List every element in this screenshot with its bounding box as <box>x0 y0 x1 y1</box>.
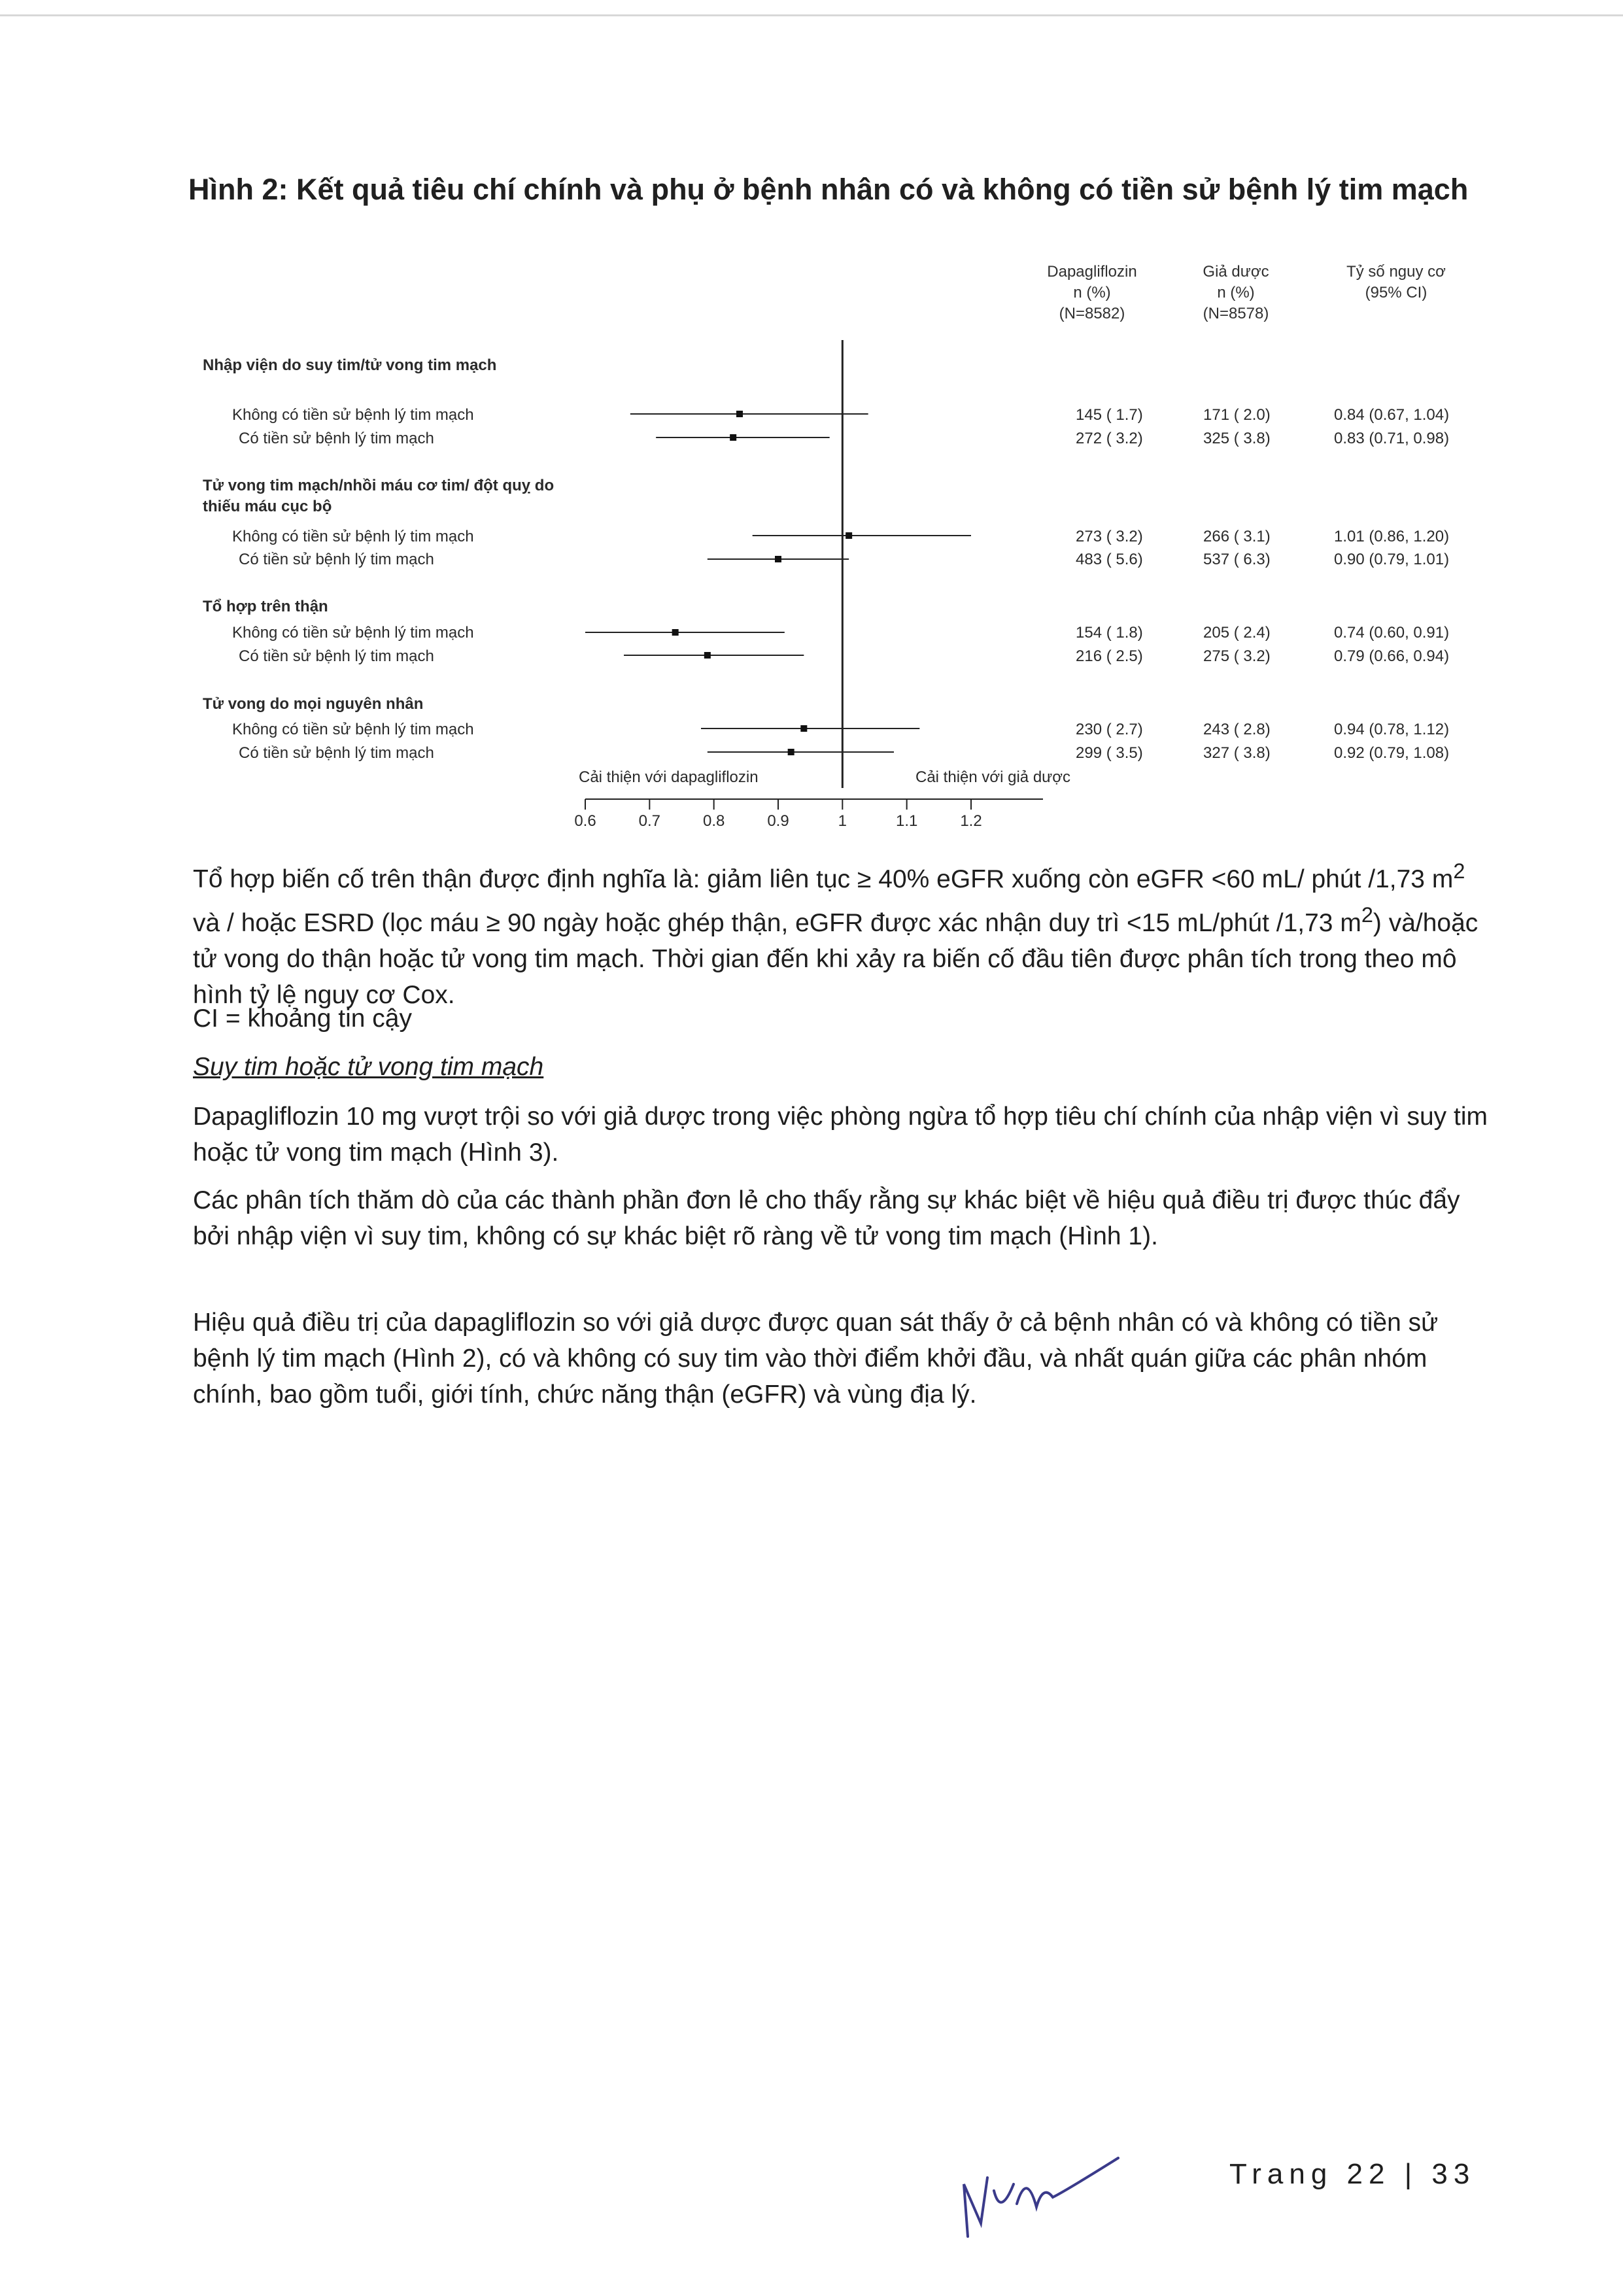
hr-value: 0.84 (0.67, 1.04) <box>1334 406 1450 424</box>
point-estimate <box>800 725 807 732</box>
column-header-hazard-ratio: Tỷ số nguy cơ (95% CI) <box>1346 263 1446 301</box>
forest-plot <box>0 0 1623 850</box>
row-label: Không có tiền sử bệnh lý tim mạch <box>232 721 474 738</box>
x-tick-label: 0.7 <box>638 812 661 830</box>
group-label-renal: Tổ hợp trên thận <box>203 598 328 615</box>
placebo-value: 327 ( 3.8) <box>1203 744 1271 762</box>
x-tick-label: 0.9 <box>767 812 789 830</box>
x-tick-label: 1.1 <box>895 812 918 830</box>
hr-value: 0.92 (0.79, 1.08) <box>1334 744 1450 762</box>
placebo-value: 325 ( 3.8) <box>1203 430 1271 447</box>
hr-value: 1.01 (0.86, 1.20) <box>1334 528 1450 545</box>
hr-value: 0.74 (0.60, 0.91) <box>1334 624 1450 642</box>
favours-dapagliflozin-label: Cải thiện với dapagliflozin <box>579 768 759 786</box>
dapa-value: 273 ( 3.2) <box>1076 528 1143 545</box>
hr-value: 0.83 (0.71, 0.98) <box>1334 430 1450 447</box>
row-label: Không có tiền sử bệnh lý tim mạch <box>232 528 474 545</box>
dapa-value: 230 ( 2.7) <box>1076 721 1143 738</box>
paragraph-consistency: Hiệu quả điều trị của dapagliflozin so với giả dược được quan sát thấy ở cả bệnh nhân có và không có tiền sử bệnh lý tim mạch (Hình 2), có và không có suy tim vào thời điểm khởi đầu, và nhất quán giữa các phân nhóm chính, bao gồm tuổi, giới tính, chức năng thận (eGFR) và vùng địa lý. <box>193 1309 1439 1409</box>
point-estimate <box>730 434 736 441</box>
row-label: Không có tiền sử bệnh lý tim mạch <box>232 406 474 424</box>
hr-value: 0.79 (0.66, 0.94) <box>1334 647 1450 665</box>
group-label-all-cause-death: Tử vong do mọi nguyên nhân <box>203 695 424 713</box>
ci-note: CI = khoảng tin cậy <box>193 1004 412 1033</box>
paragraph-primary-endpoint: Dapagliflozin 10 mg vượt trội so với giả dược trong việc phòng ngừa tổ hợp tiêu chí chính của nhập viện vì suy tim hoặc tử vong tim mạch (Hình 3). <box>193 1103 1488 1167</box>
renal-definition-paragraph: Tổ hợp biến cố trên thận được định nghĩa là: giảm liên tục ≥ 40% eGFR xuống còn eGFR <60 mL/ phút /1,73 $m^2$ và / hoặc ESRD (lọc máu ≥ 90 ngày hoặc ghép thận, eGFR được xác nhận duy trì <15 mL/phút /1,73 $m^2$) và/hoặc tử vong do thận hoặc tử vong tim mạch. Thời gian đến khi xảy ra biến cố đầu tiên được phân tích trong theo mô hình tỷ lệ nguy cơ Cox. <box>193 859 1478 1009</box>
placebo-value: 275 ( 3.2) <box>1203 647 1271 665</box>
point-estimate <box>736 411 743 417</box>
x-tick-label: 0.6 <box>574 812 596 830</box>
column-header-placebo: Giả dược n (%) (N=8578) <box>1203 263 1269 322</box>
row-label: Có tiền sử bệnh lý tim mạch <box>239 430 434 447</box>
dapa-value: 272 ( 3.2) <box>1076 430 1143 447</box>
handwritten-signature-icon <box>955 2145 1125 2243</box>
x-tick-label: 0.8 <box>702 812 725 830</box>
point-estimate <box>704 652 711 659</box>
dapa-value: 145 ( 1.7) <box>1076 406 1143 424</box>
x-tick-label: 1 <box>838 812 847 830</box>
x-tick-label: 1.2 <box>960 812 982 830</box>
page-number: Trang 22 | 33 <box>1229 2158 1476 2190</box>
hr-value: 0.90 (0.79, 1.01) <box>1334 551 1450 568</box>
paragraph-exploratory: Các phân tích thăm dò của các thành phần đơn lẻ cho thấy rằng sự khác biệt về hiệu quả điều trị được thúc đẩy bởi nhập viện vì suy tim, không có sự khác biệt rõ ràng về tử vong tim mạch (Hình 1). <box>193 1186 1460 1250</box>
column-header-dapagliflozin: Dapagliflozin n (%) (N=8582) <box>1047 263 1137 322</box>
row-label: Có tiền sử bệnh lý tim mạch <box>239 744 434 762</box>
row-label: Có tiền sử bệnh lý tim mạch <box>239 647 434 665</box>
placebo-value: 243 ( 2.8) <box>1203 721 1271 738</box>
section-title: Suy tim hoặc tử vong tim mạch <box>193 1053 544 1081</box>
group-label-mace: Tử vong tim mạch/nhồi máu cơ tim/ đột quỵ do thiếu máu cục bộ <box>203 477 555 515</box>
placebo-value: 537 ( 6.3) <box>1203 551 1271 568</box>
placebo-value: 171 ( 2.0) <box>1203 406 1271 424</box>
point-estimate <box>672 629 679 636</box>
placebo-value: 205 ( 2.4) <box>1203 624 1271 642</box>
point-estimate <box>775 556 781 562</box>
favours-placebo-label: Cải thiện với giả dược <box>915 768 1070 786</box>
hr-value: 0.94 (0.78, 1.12) <box>1334 721 1450 738</box>
dapa-value: 216 ( 2.5) <box>1076 647 1143 665</box>
point-estimate <box>788 749 794 755</box>
row-label: Không có tiền sử bệnh lý tim mạch <box>232 624 474 642</box>
dapa-value: 154 ( 1.8) <box>1076 624 1143 642</box>
row-label: Có tiền sử bệnh lý tim mạch <box>239 551 434 568</box>
figure-title: Hình 2: Kết quả tiêu chí chính và phụ ở bệnh nhân có và không có tiền sử bệnh lý tim mạch <box>188 173 1469 206</box>
point-estimate <box>846 532 852 539</box>
group-label-hf-cv-death: Nhập viện do suy tim/tử vong tim mạch <box>203 356 497 374</box>
dapa-value: 299 ( 3.5) <box>1076 744 1143 762</box>
dapa-value: 483 ( 5.6) <box>1076 551 1143 568</box>
placebo-value: 266 ( 3.1) <box>1203 528 1271 545</box>
